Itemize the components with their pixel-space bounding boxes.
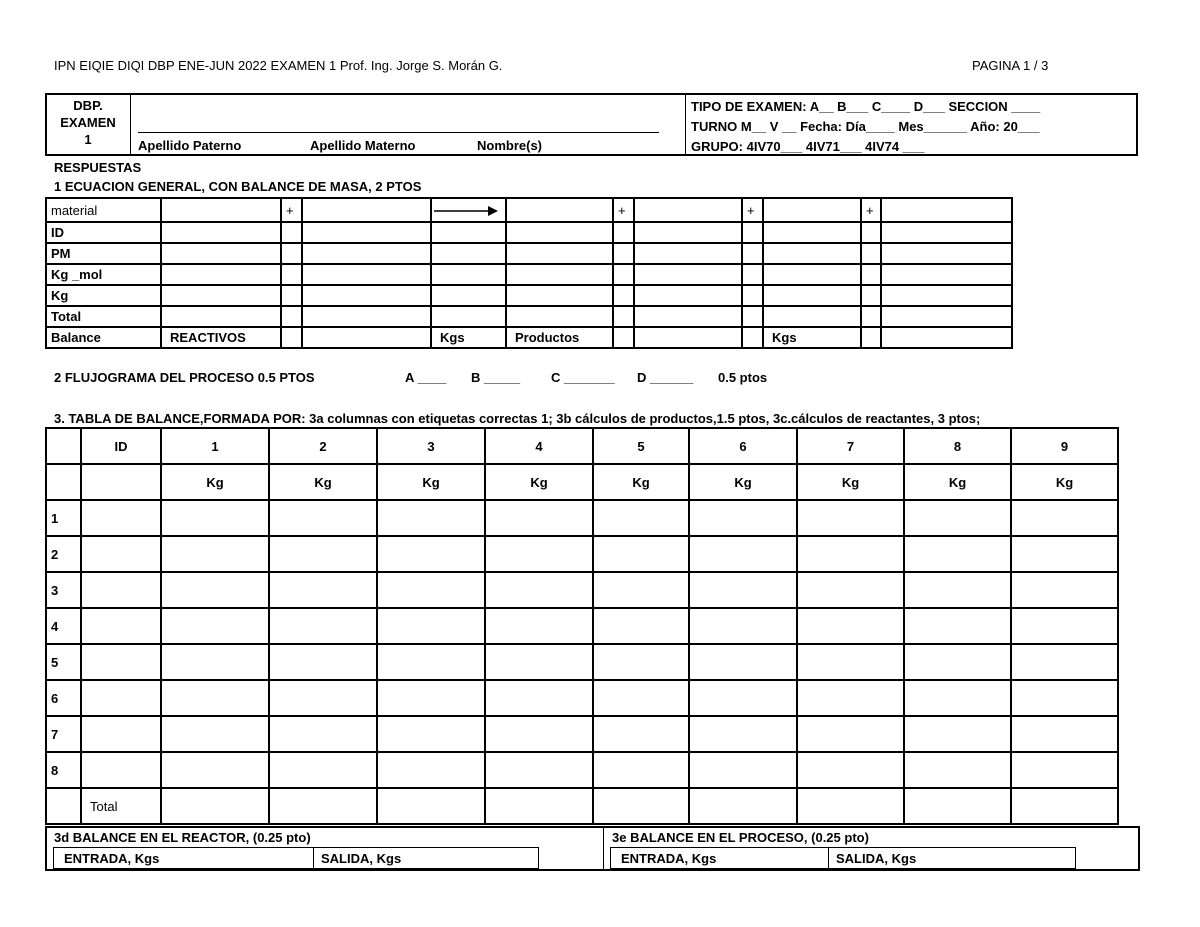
flujograma-d[interactable]: D ______ <box>637 370 694 385</box>
cell[interactable] <box>377 500 485 536</box>
cell <box>281 285 302 306</box>
cell[interactable] <box>689 536 797 572</box>
cell[interactable] <box>1011 536 1118 572</box>
plus-sign: + <box>281 198 302 222</box>
cell[interactable] <box>797 572 904 608</box>
flujograma-b[interactable]: B _____ <box>471 370 521 385</box>
cell[interactable] <box>485 608 593 644</box>
cell[interactable] <box>904 536 1011 572</box>
cell[interactable] <box>763 285 861 306</box>
cell[interactable] <box>881 243 1012 264</box>
cell[interactable] <box>689 788 797 824</box>
cell <box>281 222 302 243</box>
divider <box>130 94 131 155</box>
kgs-label: Kgs <box>763 327 861 348</box>
cell <box>613 243 634 264</box>
label-apellido-paterno: Apellido Paterno <box>138 138 242 153</box>
cell[interactable] <box>634 285 742 306</box>
row-number: 7 <box>46 716 81 752</box>
cell[interactable] <box>161 680 269 716</box>
total-label: Total <box>81 788 161 824</box>
cell[interactable] <box>593 572 689 608</box>
cell[interactable] <box>593 752 689 788</box>
cell <box>281 243 302 264</box>
exam-code-line3: 1 <box>84 132 92 147</box>
divider <box>603 827 604 870</box>
table-row <box>46 536 1118 572</box>
cell[interactable] <box>763 198 861 222</box>
cell[interactable] <box>1011 680 1118 716</box>
cell[interactable] <box>81 464 161 500</box>
column-header: 9 <box>1011 428 1118 464</box>
cell[interactable] <box>302 198 431 222</box>
cell[interactable] <box>269 788 377 824</box>
cell[interactable] <box>881 327 1012 348</box>
cell[interactable] <box>81 716 161 752</box>
divider <box>685 94 686 155</box>
row-number: 3 <box>46 572 81 608</box>
cell <box>742 285 763 306</box>
cell <box>861 264 881 285</box>
cell[interactable] <box>881 285 1012 306</box>
cell <box>742 306 763 327</box>
cell[interactable] <box>377 788 485 824</box>
cell[interactable] <box>797 644 904 680</box>
plus-sign: + <box>613 198 634 222</box>
row-number: 4 <box>46 608 81 644</box>
cell[interactable] <box>506 222 613 243</box>
cell <box>613 327 634 348</box>
cell[interactable] <box>634 243 742 264</box>
unit-label: Kg <box>689 464 797 500</box>
cell[interactable] <box>81 536 161 572</box>
exam-code-line2: EXAMEN <box>60 115 116 130</box>
cell <box>861 222 881 243</box>
cell[interactable] <box>161 752 269 788</box>
grupo-field[interactable]: GRUPO: 4IV70___ 4IV71___ 4IV74 ___ <box>691 139 925 154</box>
row-label: material <box>46 198 161 222</box>
cell[interactable] <box>81 644 161 680</box>
cell <box>613 306 634 327</box>
row-number: 5 <box>46 644 81 680</box>
cell[interactable] <box>485 680 593 716</box>
cell[interactable] <box>881 198 1012 222</box>
flujograma-c[interactable]: C _______ <box>551 370 615 385</box>
cell[interactable] <box>634 198 742 222</box>
turno-fecha-field[interactable]: TURNO M__ V __ Fecha: Día____ Mes______ Año: 20___ <box>691 119 1040 134</box>
cell[interactable] <box>904 788 1011 824</box>
cell[interactable] <box>431 222 506 243</box>
cell[interactable] <box>593 500 689 536</box>
cell[interactable] <box>904 572 1011 608</box>
cell[interactable] <box>81 752 161 788</box>
cell[interactable] <box>797 752 904 788</box>
cell[interactable] <box>1011 500 1118 536</box>
cell[interactable] <box>797 788 904 824</box>
cell[interactable] <box>377 752 485 788</box>
cell[interactable] <box>1011 572 1118 608</box>
row-number: 1 <box>46 500 81 536</box>
cell[interactable] <box>161 243 281 264</box>
cell[interactable] <box>593 680 689 716</box>
cell[interactable] <box>904 716 1011 752</box>
row-label: Balance <box>46 327 161 348</box>
cell <box>46 464 81 500</box>
cell[interactable] <box>593 788 689 824</box>
table-row <box>46 680 1118 716</box>
unit-label: Kg <box>904 464 1011 500</box>
cell <box>861 285 881 306</box>
section3e-title: 3e BALANCE EN EL PROCESO, (0.25 pto) <box>612 830 869 845</box>
cell[interactable] <box>269 500 377 536</box>
cell[interactable] <box>763 243 861 264</box>
reactor-salida[interactable]: SALIDA, Kgs <box>321 851 402 866</box>
cell[interactable] <box>161 644 269 680</box>
cell <box>861 243 881 264</box>
cell[interactable] <box>485 572 593 608</box>
cell[interactable] <box>377 536 485 572</box>
cell[interactable] <box>634 306 742 327</box>
cell[interactable] <box>269 644 377 680</box>
cell[interactable] <box>904 500 1011 536</box>
reactivos-label: REACTIVOS <box>161 327 281 348</box>
cell[interactable] <box>506 285 613 306</box>
table-row <box>46 306 1012 327</box>
cell[interactable] <box>689 752 797 788</box>
cell <box>742 243 763 264</box>
cell[interactable] <box>634 222 742 243</box>
section2-title: 2 FLUJOGRAMA DEL PROCESO 0.5 PTOS <box>54 370 315 385</box>
cell[interactable] <box>593 644 689 680</box>
balance-table <box>45 427 1119 825</box>
cell[interactable] <box>161 608 269 644</box>
cell[interactable] <box>1011 644 1118 680</box>
cell[interactable] <box>904 644 1011 680</box>
cell[interactable] <box>161 500 269 536</box>
table-row <box>46 285 1012 306</box>
column-header: 6 <box>689 428 797 464</box>
cell[interactable] <box>593 608 689 644</box>
cell[interactable] <box>689 572 797 608</box>
cell[interactable] <box>161 306 281 327</box>
table-row <box>46 500 1118 536</box>
cell <box>281 327 302 348</box>
cell[interactable] <box>485 536 593 572</box>
cell[interactable] <box>881 306 1012 327</box>
cell[interactable] <box>634 264 742 285</box>
cell[interactable] <box>506 198 613 222</box>
cell[interactable] <box>377 572 485 608</box>
exam-info <box>691 97 1040 157</box>
cell[interactable] <box>506 243 613 264</box>
unit-label: Kg <box>593 464 689 500</box>
column-header: 2 <box>269 428 377 464</box>
table-row <box>46 572 1118 608</box>
cell[interactable] <box>431 264 506 285</box>
cell[interactable] <box>689 644 797 680</box>
table-row <box>46 716 1118 752</box>
cell[interactable] <box>161 536 269 572</box>
unit-label: Kg <box>377 464 485 500</box>
cell[interactable] <box>763 306 861 327</box>
cell[interactable] <box>302 327 431 348</box>
respuestas-heading: RESPUESTAS <box>54 160 142 175</box>
cell <box>281 306 302 327</box>
cell[interactable] <box>269 716 377 752</box>
cell[interactable] <box>81 500 161 536</box>
cell[interactable] <box>763 264 861 285</box>
row-number: 8 <box>46 752 81 788</box>
unit-label: Kg <box>485 464 593 500</box>
cell[interactable] <box>1011 788 1118 824</box>
row-number: 2 <box>46 536 81 572</box>
cell[interactable] <box>506 264 613 285</box>
table-header-row <box>46 428 1118 464</box>
section3-title: 3. TABLA DE BALANCE,FORMADA POR: 3a columnas con etiquetas correctas 1; 3b cálculos de productos,1.5 ptos, 3c.cálculos de reactantes, 3 ptos; <box>54 411 981 426</box>
cell <box>613 285 634 306</box>
cell[interactable] <box>269 752 377 788</box>
cell[interactable] <box>431 285 506 306</box>
cell[interactable] <box>161 788 269 824</box>
table-row <box>46 327 1012 348</box>
cell[interactable] <box>161 572 269 608</box>
divider <box>828 847 829 869</box>
cell[interactable] <box>763 222 861 243</box>
process-entrada[interactable]: ENTRADA, Kgs <box>621 851 717 866</box>
column-header: 8 <box>904 428 1011 464</box>
unit-row <box>46 464 1118 500</box>
cell[interactable] <box>485 752 593 788</box>
cell[interactable] <box>689 500 797 536</box>
column-header: 1 <box>161 428 269 464</box>
name-line[interactable] <box>138 132 659 133</box>
cell[interactable] <box>1011 608 1118 644</box>
table-row <box>46 752 1118 788</box>
cell[interactable] <box>302 243 431 264</box>
column-header: 4 <box>485 428 593 464</box>
kgs-label: Kgs <box>431 327 506 348</box>
column-header: 5 <box>593 428 689 464</box>
cell[interactable] <box>904 608 1011 644</box>
label-apellido-materno: Apellido Materno <box>310 138 416 153</box>
cell <box>613 264 634 285</box>
table-row <box>46 608 1118 644</box>
cell[interactable] <box>161 222 281 243</box>
row-label: ID <box>46 222 161 243</box>
cell[interactable] <box>431 243 506 264</box>
row-label: Total <box>46 306 161 327</box>
cell <box>861 327 881 348</box>
cell[interactable] <box>881 264 1012 285</box>
unit-label: Kg <box>1011 464 1118 500</box>
cell[interactable] <box>485 644 593 680</box>
cell[interactable] <box>485 716 593 752</box>
row-number: 6 <box>46 680 81 716</box>
cell[interactable] <box>485 788 593 824</box>
cell[interactable] <box>81 680 161 716</box>
cell[interactable] <box>302 306 431 327</box>
cell[interactable] <box>269 536 377 572</box>
cell[interactable] <box>797 716 904 752</box>
cell <box>281 264 302 285</box>
cell[interactable] <box>485 500 593 536</box>
productos-label: Productos <box>506 327 613 348</box>
cell <box>46 788 81 824</box>
cell[interactable] <box>377 608 485 644</box>
cell[interactable] <box>689 608 797 644</box>
label-nombres: Nombre(s) <box>477 138 543 153</box>
cell[interactable] <box>881 222 1012 243</box>
plus-sign: + <box>742 198 763 222</box>
cell[interactable] <box>269 680 377 716</box>
section1-title: 1 ECUACION GENERAL, CON BALANCE DE MASA, 2 PTOS <box>54 179 422 194</box>
cell[interactable] <box>797 500 904 536</box>
cell[interactable] <box>1011 716 1118 752</box>
cell[interactable] <box>506 306 613 327</box>
flujograma-pts: 0.5 ptos <box>718 370 768 385</box>
cell <box>613 222 634 243</box>
equation-table <box>45 197 1013 349</box>
table-row <box>46 644 1118 680</box>
reaction-arrow <box>431 198 506 222</box>
table-row <box>46 264 1012 285</box>
page-header-left: IPN EIQIE DIQI DBP ENE-JUN 2022 EXAMEN 1 Prof. Ing. Jorge S. Morán G. <box>54 58 503 73</box>
process-salida[interactable]: SALIDA, Kgs <box>836 851 917 866</box>
cell[interactable] <box>593 716 689 752</box>
table-row <box>46 222 1012 243</box>
cell[interactable] <box>689 716 797 752</box>
cell[interactable] <box>81 572 161 608</box>
table-row <box>46 198 1012 222</box>
unit-label: Kg <box>797 464 904 500</box>
cell[interactable] <box>377 680 485 716</box>
cell[interactable] <box>797 608 904 644</box>
cell <box>742 222 763 243</box>
cell[interactable] <box>797 680 904 716</box>
cell[interactable] <box>904 680 1011 716</box>
page-number: PAGINA 1 / 3 <box>972 58 1049 73</box>
reactor-entrada[interactable]: ENTRADA, Kgs <box>64 851 160 866</box>
cell[interactable] <box>302 222 431 243</box>
cell[interactable] <box>81 608 161 644</box>
row-label: Kg _mol <box>46 264 161 285</box>
flujograma-a[interactable]: A ____ <box>405 370 447 385</box>
id-header: ID <box>81 428 161 464</box>
cell[interactable] <box>269 572 377 608</box>
cell[interactable] <box>634 327 742 348</box>
cell[interactable] <box>377 644 485 680</box>
total-row <box>46 788 1118 824</box>
exam-code <box>46 97 130 148</box>
cell[interactable] <box>161 264 281 285</box>
cell[interactable] <box>161 285 281 306</box>
plus-sign: + <box>861 198 881 222</box>
column-header: 3 <box>377 428 485 464</box>
cell[interactable] <box>161 198 281 222</box>
exam-code-line1: DBP. <box>73 98 103 113</box>
cell[interactable] <box>1011 752 1118 788</box>
unit-label: Kg <box>269 464 377 500</box>
cell <box>861 306 881 327</box>
cell[interactable] <box>302 285 431 306</box>
cell[interactable] <box>904 752 1011 788</box>
table-row <box>46 243 1012 264</box>
cell <box>742 327 763 348</box>
column-header: 7 <box>797 428 904 464</box>
divider <box>313 847 314 869</box>
cell[interactable] <box>302 264 431 285</box>
cell[interactable] <box>269 608 377 644</box>
cell[interactable] <box>161 716 269 752</box>
row-label: Kg <box>46 285 161 306</box>
section3d-title: 3d BALANCE EN EL REACTOR, (0.25 pto) <box>54 830 311 845</box>
cell <box>742 264 763 285</box>
cell <box>46 428 81 464</box>
unit-label: Kg <box>161 464 269 500</box>
cell[interactable] <box>593 536 689 572</box>
cell[interactable] <box>431 306 506 327</box>
cell[interactable] <box>689 680 797 716</box>
row-label: PM <box>46 243 161 264</box>
cell[interactable] <box>377 716 485 752</box>
cell[interactable] <box>797 536 904 572</box>
arrow-right-icon <box>432 199 502 218</box>
exam-type-field[interactable]: TIPO DE EXAMEN: A__ B___ C____ D___ SECCION ____ <box>691 99 1041 114</box>
